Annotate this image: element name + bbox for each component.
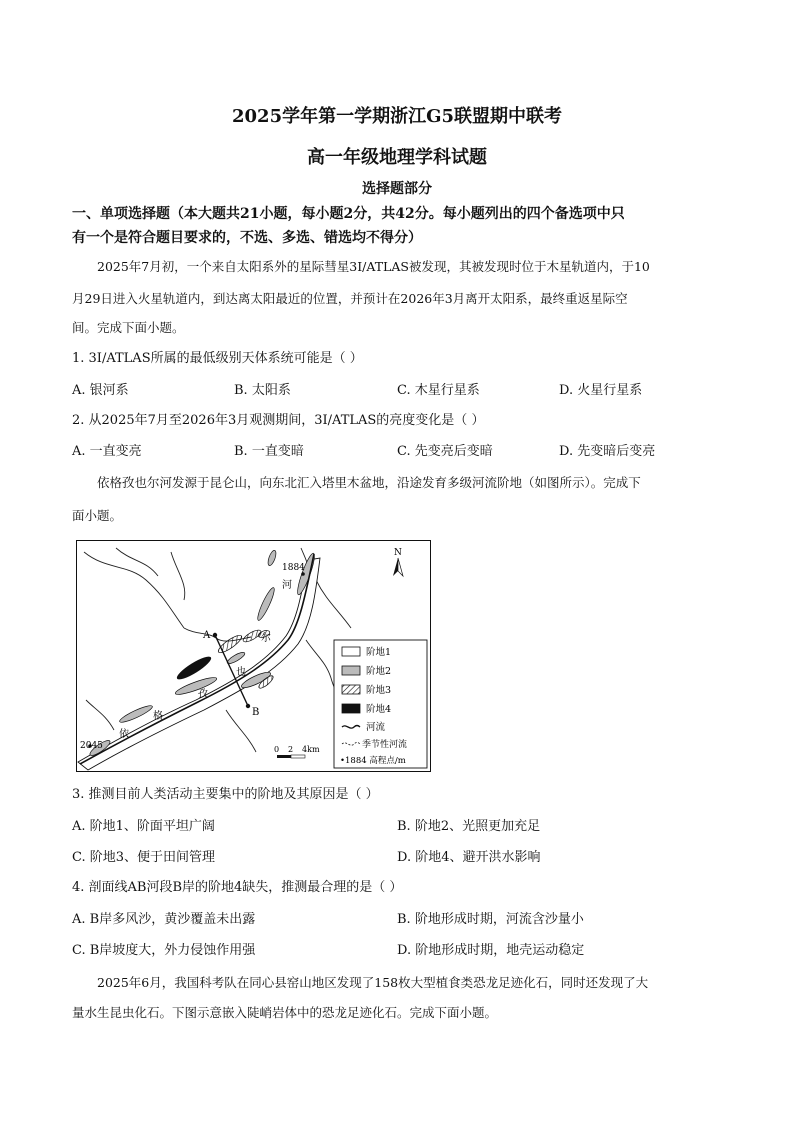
question-1-stem: 1. 3I/ATLAS所属的最低级别天体系统可能是（ ） — [72, 351, 363, 366]
question-1-option-a[interactable]: A. 银河系 — [72, 383, 129, 398]
question-2-option-a[interactable]: A. 一直变亮 — [72, 444, 142, 459]
legend-river: 河流 — [366, 722, 386, 733]
question-4-option-b[interactable]: B. 阶地形成时期，河流含沙量小 — [397, 912, 584, 927]
svg-text:0: 0 — [274, 745, 280, 754]
point-b-dot — [246, 704, 250, 708]
instructions-line-1: 一、单项选择题（本大题共21小题，每小题2分，共42分。每小题列出的四个备选项中只 — [72, 206, 625, 222]
question-2-option-b[interactable]: B. 一直变暗 — [234, 444, 304, 459]
elevation-label-bottom: 2045 — [80, 741, 103, 751]
question-4-option-d[interactable]: D. 阶地形成时期，地壳运动稳定 — [397, 943, 585, 958]
passage-1-line-2: 月29日进入火星轨道内，到达离太阳最近的位置，并预计在2026年3月离开太阳系，最终重返星际空 — [72, 291, 628, 306]
point-a-label: A — [203, 630, 211, 641]
legend-elevation-point: •1884 高程点/m — [340, 756, 406, 766]
point-a-dot — [213, 633, 217, 637]
section-heading: 选择题部分 — [362, 181, 432, 197]
passage-1-line-1: 2025年7月初，一个来自太阳系外的星际彗星3I/ATLAS被发现，其被发现时位于木星轨道内，于10 — [97, 259, 650, 274]
question-4-stem: 4. 剖面线AB河段B岸的阶地4缺失，推测最合理的是（ ） — [72, 880, 403, 895]
north-label: N — [394, 548, 402, 558]
legend-terrace-2: 阶地2 — [366, 666, 392, 677]
river-char-1: 河 — [282, 580, 292, 591]
legend-terrace-3: 阶地3 — [366, 685, 392, 696]
question-1-option-b[interactable]: B. 太阳系 — [234, 383, 291, 398]
question-3-option-d[interactable]: D. 阶地4、避开洪水影响 — [397, 850, 541, 865]
question-2-stem: 2. 从2025年7月至2026年3月观测期间，3I/ATLAS的亮度变化是（ ） — [72, 413, 485, 428]
passage-1-line-3: 间。完成下面小题。 — [72, 320, 185, 335]
river-char-4: 孜 — [198, 689, 208, 700]
question-3-option-a[interactable]: A. 阶地1、阶面平坦广阔 — [72, 819, 215, 834]
river-char-2: 尔 — [261, 633, 271, 644]
question-1-option-d[interactable]: D. 火星行星系 — [559, 383, 643, 398]
question-3-option-b[interactable]: B. 阶地2、光照更加充足 — [397, 819, 541, 834]
exam-title: 2025学年第一学期浙江G5联盟期中联考 — [232, 106, 562, 127]
river-char-5: 格 — [153, 711, 163, 722]
question-2-option-d[interactable]: D. 先变暗后变亮 — [559, 444, 656, 459]
passage-3-line-1: 2025年6月，我国科考队在同心县窑山地区发现了158枚大型植食类恐龙足迹化石，同时还发现了大 — [97, 975, 649, 990]
question-3-option-c[interactable]: C. 阶地3、便于田间管理 — [72, 850, 216, 865]
elevation-label-top: 1884 — [282, 563, 305, 573]
river-char-3: 也 — [236, 667, 246, 678]
legend-terrace-1: 阶地1 — [366, 647, 392, 658]
point-b-label: B — [252, 707, 260, 718]
river-terrace-map — [76, 540, 431, 772]
question-4-option-a[interactable]: A. B岸多风沙，黄沙覆盖未出露 — [72, 912, 256, 927]
svg-text:2: 2 — [288, 745, 294, 754]
question-3-stem: 3. 推测目前人类活动主要集中的阶地及其原因是（ ） — [72, 787, 379, 802]
instructions-line-2: 有一个是符合题目要求的，不选、多选、错选均不得分） — [72, 230, 422, 246]
river-char-6: 依 — [119, 729, 129, 740]
passage-2-line-1: 依格孜也尔河发源于昆仑山，向东北汇入塔里木盆地，沿途发育多级河流阶地（如图所示）。完成下 — [97, 475, 641, 490]
map-legend — [334, 640, 427, 768]
question-2-option-c[interactable]: C. 先变亮后变暗 — [397, 444, 493, 459]
passage-3-line-2: 量水生昆虫化石。下图示意嵌入陡峭岩体中的恐龙足迹化石。完成下面小题。 — [72, 1005, 498, 1020]
legend-seasonal-river: 季节性河流 — [362, 740, 408, 750]
exam-subtitle: 高一年级地理学科试题 — [307, 147, 487, 168]
legend-terrace-4: 阶地4 — [366, 704, 392, 715]
svg-text:4km: 4km — [302, 745, 320, 754]
passage-2-line-2: 面小题。 — [72, 508, 123, 523]
question-4-option-c[interactable]: C. B岸坡度大，外力侵蚀作用强 — [72, 943, 256, 958]
question-1-option-c[interactable]: C. 木星行星系 — [397, 383, 480, 398]
